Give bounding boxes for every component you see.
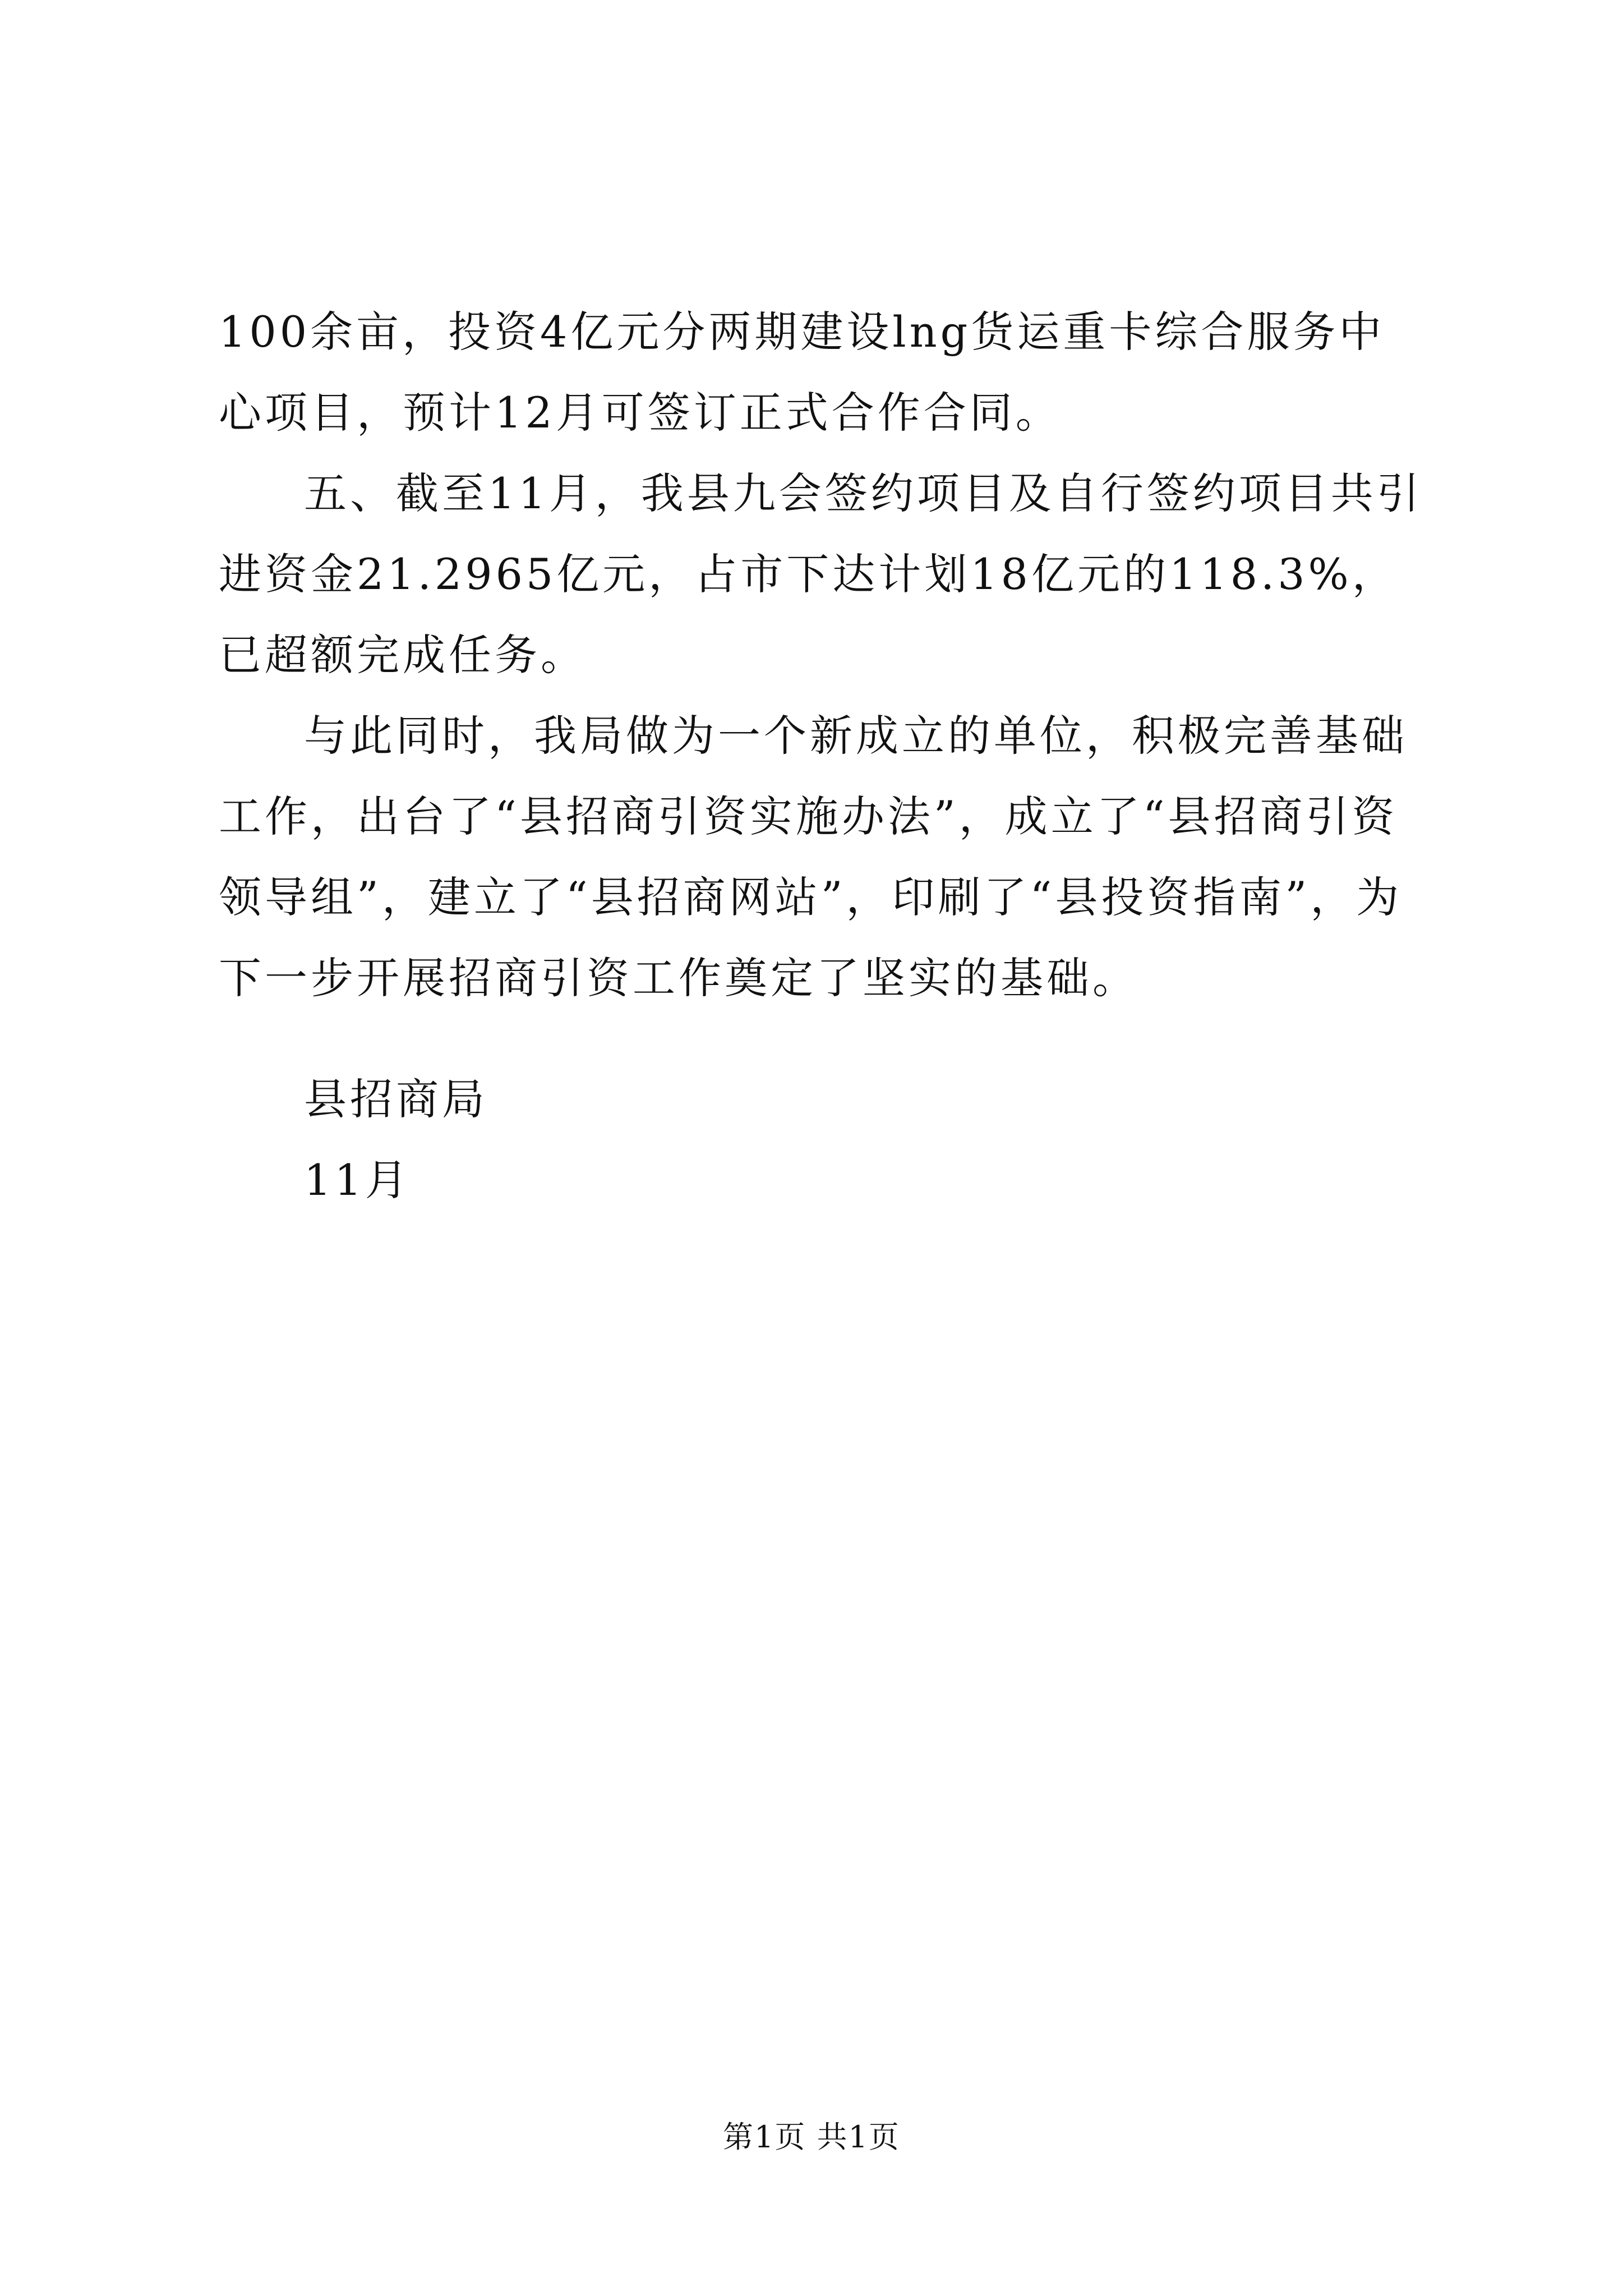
- paragraph-section-five: 五、截至11月，我县九会签约项目及自行签约项目共引进资金21.2965亿元，占市下达计划18亿元的118.3%，已超额完成任务。: [219, 468, 1423, 680]
- signature-organization: 县招商局: [304, 1074, 488, 1124]
- paragraph-meanwhile: 与此同时，我局做为一个新成立的单位，积极完善基础工作，出台了“县招商引资实施办法”，成立了“县招商引资领导组”，建立了“县招商网站”，印刷了“县投资指南”，为下一步开展招商引资工作奠定了坚实的基础。: [219, 711, 1408, 1003]
- document-body: [219, 292, 1430, 1019]
- signature-date: 11月: [304, 1155, 411, 1205]
- paragraph-continuation: 100余亩，投资4亿元分两期建设lng货运重卡综合服务中心项目，预计12月可签订正式合作合同。: [219, 307, 1385, 438]
- page-footer: 第1页 共1页: [723, 2119, 900, 2155]
